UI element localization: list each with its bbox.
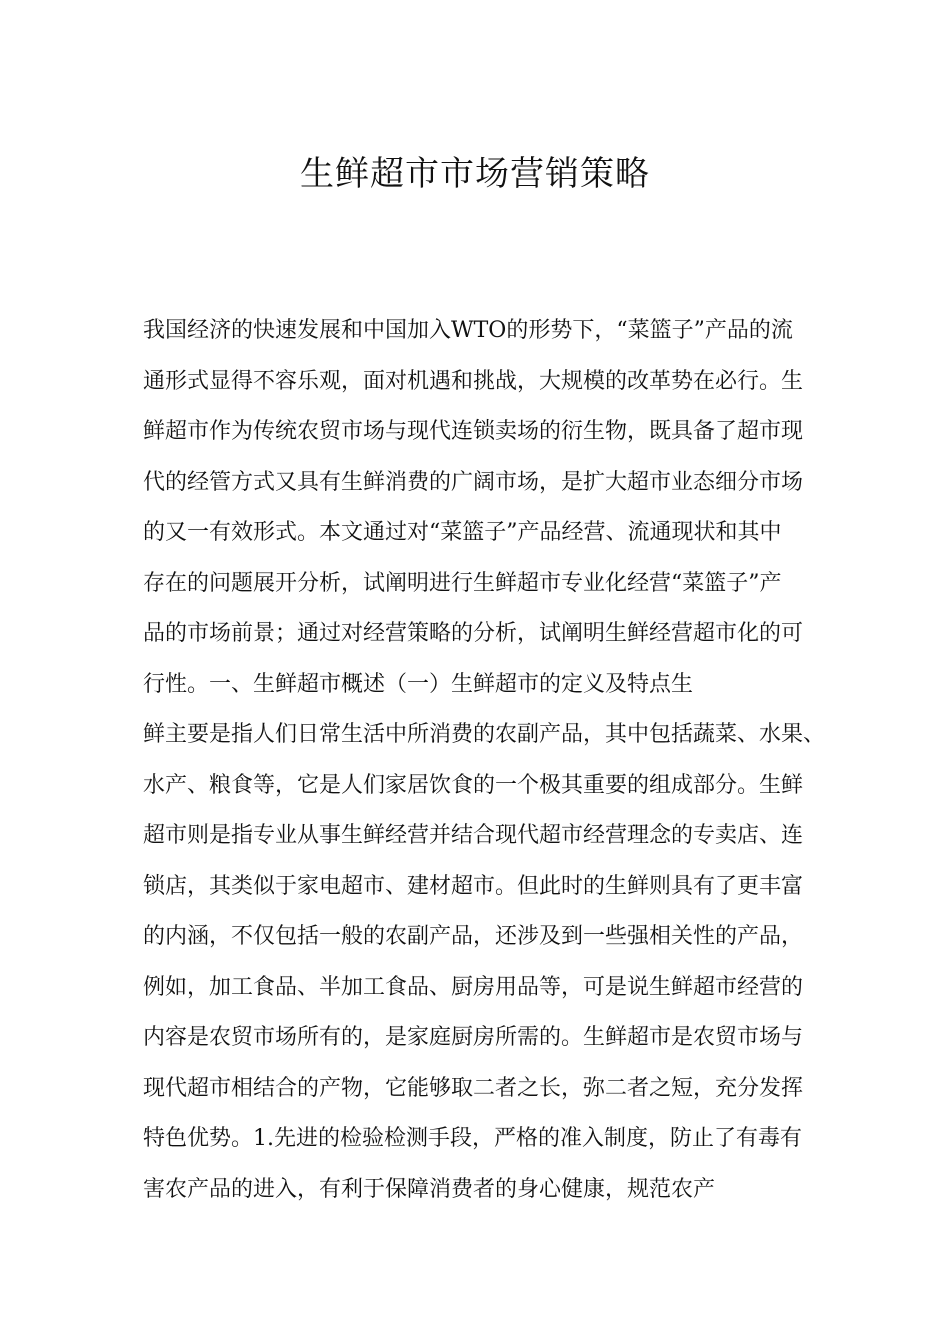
body-line: 害农产品的进入，有利于保障消费者的身心健康，规范农产 [143,1176,716,1202]
body-line: 鲜超市作为传统农贸市场与现代连锁卖场的衍生物，既具备了超市现 [143,419,804,444]
body-line: 特色优势。1.先进的检验检测手段，严格的准入制度，防止了有毒有 [143,1126,802,1151]
body-line: 锁店，其类似于家电超市、建材超市。但此时的生鲜则具有了更丰富 [143,873,804,899]
body-line: 我国经济的快速发展和中国加入WTO的形势下，“菜篮子”产品的流 [143,318,793,343]
body-line: 水产、粮食等，它是人们家居饮食的一个极其重要的组成部分。生鲜 [143,772,804,798]
body-line: 内容是农贸市场所有的，是家庭厨房所需的。生鲜超市是农贸市场与 [143,1025,804,1050]
body-line: 通形式显得不容乐观，面对机遇和挑战，大规模的改革势在必行。生 [143,368,804,394]
body-line: 存在的问题展开分析，试阐明进行生鲜超市专业化经营“菜篮子”产 [143,570,782,596]
body-line: 的又一有效形式。本文通过对“菜篮子”产品经营、流通现状和其中 [143,520,782,545]
body-line: 的内涵，不仅包括一般的农副产品，还涉及到一些强相关性的产品， [143,924,804,949]
body-line: 超市则是指专业从事生鲜经营并结合现代超市经营理念的专卖店、连 [143,823,804,848]
body-line: 行性。一、生鲜超市概述（一）生鲜超市的定义及特点生 [143,671,694,697]
body-line: 现代超市相结合的产物，它能够取二者之长，弥二者之短，充分发挥 [143,1075,804,1101]
document-title: 生鲜超市市场营销策略 [300,154,650,194]
body-line: 例如，加工食品、半加工食品、厨房用品等，可是说生鲜超市经营的 [143,974,804,1000]
body-line: 代的经管方式又具有生鲜消费的广阔市场，是扩大超市业态细分市场 [143,469,804,495]
body-line: 鲜主要是指人们日常生活中所消费的农副产品，其中包括蔬菜、水果、 [143,722,826,747]
body-line: 品的市场前景；通过对经营策略的分析，试阐明生鲜经营超市化的可 [143,621,804,646]
document-body [143,306,843,1215]
